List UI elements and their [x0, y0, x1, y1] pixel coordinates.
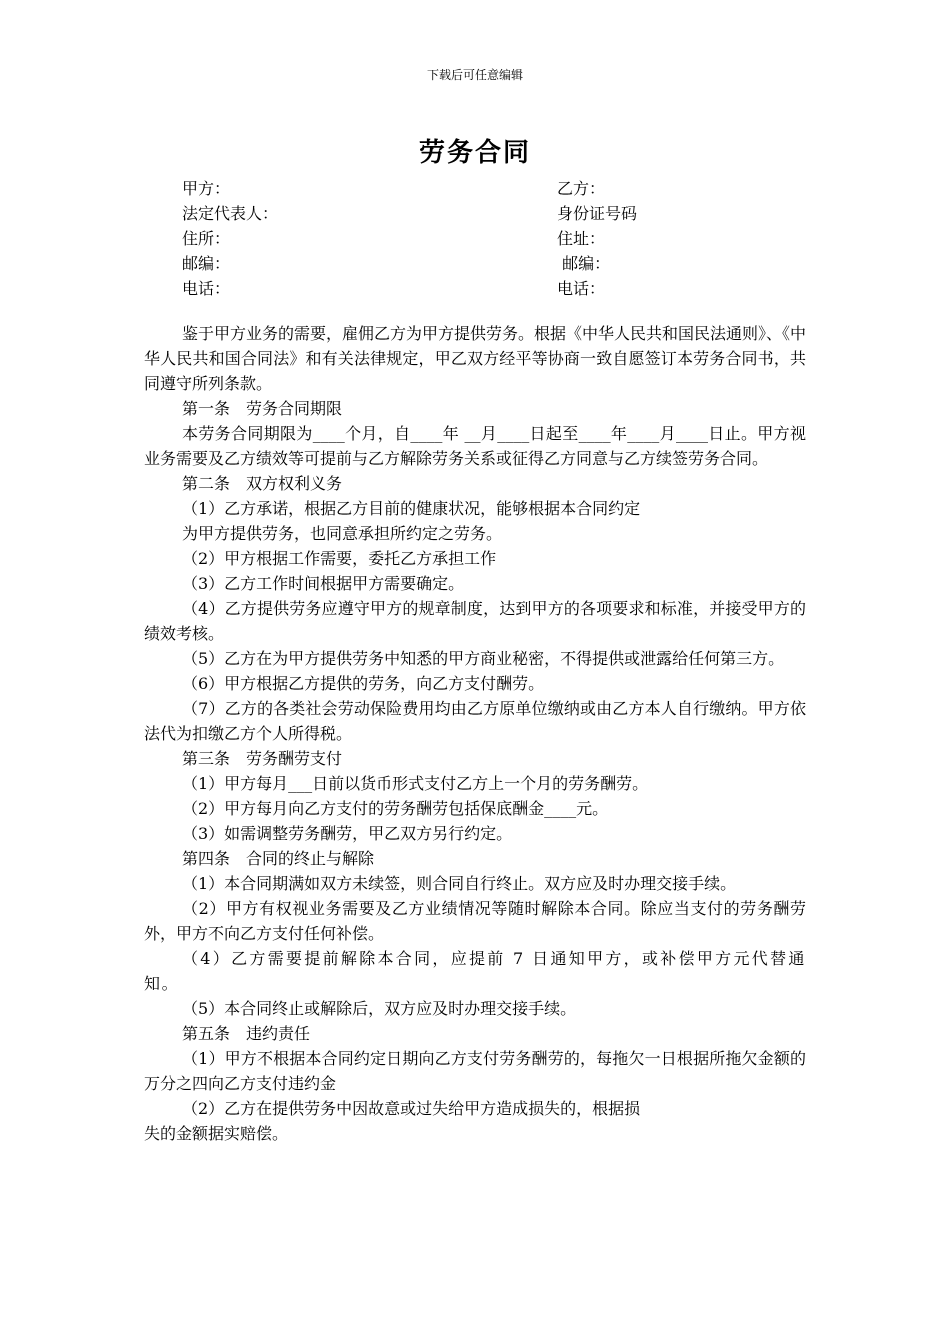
clause-paragraph: 失的金额据实赔偿。 — [144, 1124, 289, 1143]
clause-paragraph: （1）乙方承诺，根据乙方目前的健康状况，能够根据本合同约定 — [182, 499, 641, 518]
clause-paragraph: （2）甲方有权视业务需要及乙方业绩情况等随时解除本合同。除应当支付的劳务酬劳外，甲方不向乙方支付任何补偿。 — [144, 899, 806, 943]
preamble-paragraph: 鉴于甲方业务的需要，雇佣乙方为甲方提供劳务。根据《中华人民共和国民法通则》、《中华人民共和国合同法》和有关法律规定，甲乙双方经平等协商一致自愿签订本劳务合同书，共同遵守所列条款。 — [144, 324, 807, 393]
party-row — [182, 226, 782, 251]
party-row — [182, 176, 782, 201]
legal-rep-label: 法定代表人： — [182, 204, 279, 223]
address-label: 住址： — [557, 229, 606, 248]
domicile-label: 住所： — [182, 229, 231, 248]
postcode-b-label: 邮编： — [557, 254, 611, 273]
clause-paragraph: （3）乙方工作时间根据甲方需要确定。 — [182, 574, 465, 593]
clause-paragraph: （1）甲方每月___日前以货币形式支付乙方上一个月的劳务酬劳。 — [182, 774, 649, 793]
clause-paragraph: （1）本合同期满如双方未续签，则合同自行终止。双方应及时办理交接手续。 — [182, 874, 737, 893]
party-row — [182, 201, 782, 226]
clause-paragraph: 本劳务合同期限为____个月，自____年 __月____日起至____年____月____日止。甲方视业务需要及乙方绩效等可提前与乙方解除劳务关系或征得乙方同意与乙方续签劳务合同。 — [144, 424, 806, 468]
clause-paragraph: （5）本合同终止或解除后，双方应及时办理交接手续。 — [182, 999, 577, 1018]
clause-paragraph: （2）乙方在提供劳务中因故意或过失给甲方造成损失的，根据损 — [182, 1099, 641, 1118]
article-heading: 第二条 双方权利义务 — [182, 474, 343, 493]
parties-block — [182, 176, 782, 301]
id-number-label: 身份证号码 — [557, 204, 638, 223]
clause-paragraph: （4）乙方需要提前解除本合同，应提前 7 日通知甲方，或补偿甲方元代替通知。 — [144, 949, 806, 993]
clause-paragraph: （5）乙方在为甲方提供劳务中知悉的甲方商业秘密，不得提供或泄露给任何第三方。 — [182, 649, 785, 668]
party-a-label: 甲方： — [182, 179, 231, 198]
header-note: 下载后可任意编辑 — [426, 68, 523, 82]
clause-paragraph: （2）甲方每月向乙方支付的劳务酬劳包括保底酬金____元。 — [182, 799, 609, 818]
phone-a-label: 电话： — [182, 279, 231, 298]
document-title: 劳务合同 — [418, 138, 531, 168]
clause-paragraph: （6）甲方根据乙方提供的劳务，向乙方支付酬劳。 — [182, 674, 545, 693]
phone-b-label: 电话： — [557, 279, 606, 298]
party-b-label: 乙方： — [557, 179, 606, 198]
postcode-a-label: 邮编： — [182, 254, 231, 273]
clause-paragraph: （3）如需调整劳务酬劳，甲乙双方另行约定。 — [182, 824, 513, 843]
article-heading: 第五条 违约责任 — [182, 1024, 311, 1043]
article-heading: 第三条 劳务酬劳支付 — [182, 749, 343, 768]
article-heading: 第一条 劳务合同期限 — [182, 399, 343, 418]
clause-paragraph: 为甲方提供劳务，也同意承担所约定之劳务。 — [182, 524, 503, 543]
clause-paragraph: （1）甲方不根据本合同约定日期向乙方支付劳务酬劳的，每拖欠一日根据所拖欠金额的万分之四向乙方支付违约金 — [144, 1049, 806, 1093]
party-row — [182, 251, 782, 276]
clause-paragraph: （7）乙方的各类社会劳动保险费用均由乙方原单位缴纳或由乙方本人自行缴纳。甲方依法代为扣缴乙方个人所得税。 — [144, 699, 806, 743]
article-heading: 第四条 合同的终止与解除 — [182, 849, 375, 868]
party-row — [182, 276, 782, 301]
clause-paragraph: （2）甲方根据工作需要，委托乙方承担工作 — [182, 549, 497, 568]
clause-paragraph: （4）乙方提供劳务应遵守甲方的规章制度，达到甲方的各项要求和标准，并接受甲方的绩效考核。 — [144, 599, 806, 643]
contract-body — [144, 321, 806, 1146]
